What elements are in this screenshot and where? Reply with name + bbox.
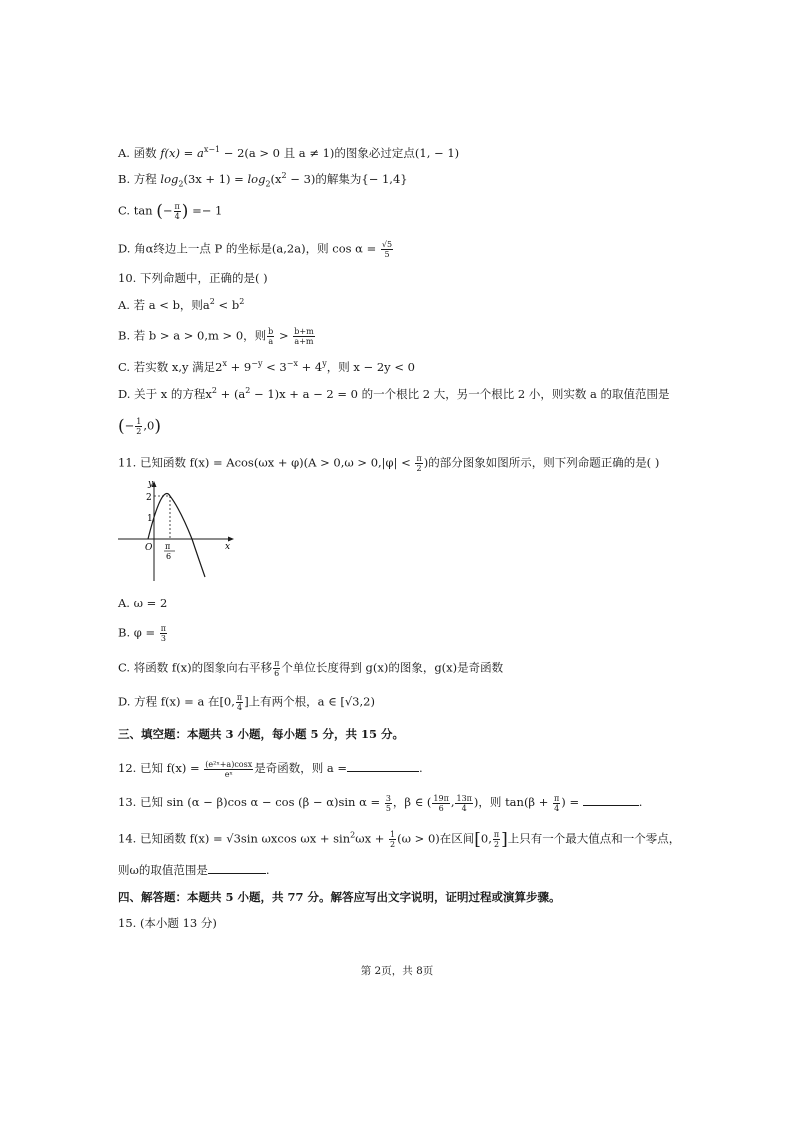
q10-option-a: A. 若 a < b，则$a^2 < b^2$ xyxy=(118,297,245,312)
section-3-heading: 三、填空题：本题共 3 小题，每小题 5 分，共 15 分。 xyxy=(118,727,405,741)
fraction: $\frac{1}{2}$ xyxy=(390,830,396,849)
q9-option-c: C. tan (− $\frac{\pi}{4}$ ) =− 1 xyxy=(118,201,223,222)
q15-heading: 15. (本小题 13 分) xyxy=(118,916,217,930)
fraction: $\frac{13\pi}{4}$ xyxy=(456,793,472,813)
q14: 14. 已知函数 f(x) = √3sin ωxcos $\omega x + \sin^2\omega x$ + $\frac{1}{2}$ (ω > 0)在区间[0, $\frac{\pi}{2}$ ]上只有一个最大值点和一个零点， xyxy=(118,829,681,850)
answer-blank[interactable] xyxy=(583,793,639,806)
fraction: $\frac{\text{(e²ˣ+a)cosx}}{\text{eˣ}}$ xyxy=(205,759,253,779)
q9-option-d: D. 角α终边上一点 P 的坐标是(a,2a)，则 cos α = $\frac{√5}{5}$ xyxy=(118,240,393,259)
cosine-curve xyxy=(148,494,205,577)
y-tick-1: 1 xyxy=(147,514,153,524)
x-axis-arrow xyxy=(228,537,234,542)
fraction: $\frac{b}{a}$ xyxy=(268,327,274,346)
fraction: $\frac{1}{2}$ xyxy=(136,417,142,436)
fraction: $\frac{\pi}{6}$ xyxy=(274,659,280,678)
fraction: $\frac{\pi}{4}$ xyxy=(174,202,180,221)
x-tick-num: π xyxy=(165,542,171,551)
q10-option-c: C. 若实数 x,y 满足$2^x + 9^{-y} < 3^{-x} + 4^y$，则 x − 2y < 0 xyxy=(118,359,415,374)
fraction: $\frac{\pi}{3}$ xyxy=(160,624,167,643)
answer-blank[interactable] xyxy=(208,861,266,874)
q9-option-b: B. 方程 $\log_2(3x + 1) = \log_2(x^2 - 3)$的解集为{− 1,4} xyxy=(118,171,408,189)
function-graph xyxy=(118,475,238,585)
answer-blank[interactable] xyxy=(347,759,419,772)
q10-option-d-range: (− $\frac{1}{2}$ ,0) xyxy=(118,416,161,437)
q11-option-b: B. φ = $\frac{\pi}{3}$ xyxy=(118,624,167,643)
origin-label: O xyxy=(145,543,153,553)
y-tick-2: 2 xyxy=(146,493,152,503)
q12: 12. 已知 f(x) = $\frac{\text{(e²ˣ+a)cosx}}{\text{eˣ}}$ 是奇函数，则 a = . xyxy=(118,759,423,779)
q9-option-a: A. 函数 $f(x) = a^{x-1} - 2(a > 0$ 且 a ≠ 1)的图象必过定点(1, − 1) xyxy=(118,145,460,160)
q10-option-b: B. 若 b > a > 0,m > 0，则 $\frac{b}{a}$ > $\frac{b+m}{a+m}$ xyxy=(118,327,314,346)
fraction: $\frac{\pi}{2}$ xyxy=(493,830,500,849)
fraction: $\frac{b+m}{a+m}$ xyxy=(294,327,314,346)
q11-stem: 11. 已知函数 f(x) = Acos(ωx + φ)(A > 0,ω > 0,|φ| < $\frac{\pi}{2}$ )的部分图象如图所示，则下列命题正确的是( ) xyxy=(118,454,660,473)
fraction: $\frac{3}{5}$ xyxy=(385,793,391,813)
q11-option-a: A. ω = 2 xyxy=(118,596,168,610)
q14-range-line: 则ω的取值范围是 . xyxy=(118,863,270,877)
page-footer: 第 2页，共 8页 xyxy=(360,965,434,977)
q10-option-d: D. 关于 x 的方程$x^2 + (a^2 - 1)x + a - 2 = 0$ 的一个根比 2 大，另一个根比 2 小，则实数 a 的取值范围是 xyxy=(118,386,670,401)
q11-option-c: C. 将函数 f(x)的图象向右平移 $\frac{\pi}{6}$ 个单位长度得到 g(x)的图象，g(x)是奇函数 xyxy=(118,659,504,678)
fraction: $\frac{\pi}{4}$ xyxy=(554,793,560,813)
q10-stem: 10. 下列命题中，正确的是( ) xyxy=(118,271,268,285)
fraction: $\frac{19\pi}{6}$ xyxy=(433,793,449,813)
fraction: $\frac{\pi}{2}$ xyxy=(416,454,422,473)
x-axis-label: x xyxy=(225,542,231,552)
q13: 13. 已知 sin (α − β)cos α − cos (β − α)sin α = $\frac{3}{5}$ ，β ∈ ( $\frac{19\pi}{6}$ , $\frac{13\pi}{4}$ )，则 tan(β + $\frac{\pi}{4}$ ) = . xyxy=(118,793,643,813)
fraction: $\frac{\pi}{4}$ xyxy=(236,693,243,712)
section-4-heading: 四、解答题：本题共 5 小题，共 77 分。解答应写出文字说明，证明过程或演算步骤。 xyxy=(118,890,561,904)
fraction: $\frac{√5}{5}$ xyxy=(381,240,393,259)
x-tick-den: 6 xyxy=(166,552,172,561)
y-axis-label: y xyxy=(148,479,154,489)
q11-option-d: D. 方程 f(x) = a 在[0, $\frac{\pi}{4}$ ]上有两个根，a ∈ [√3,2) xyxy=(118,693,375,712)
